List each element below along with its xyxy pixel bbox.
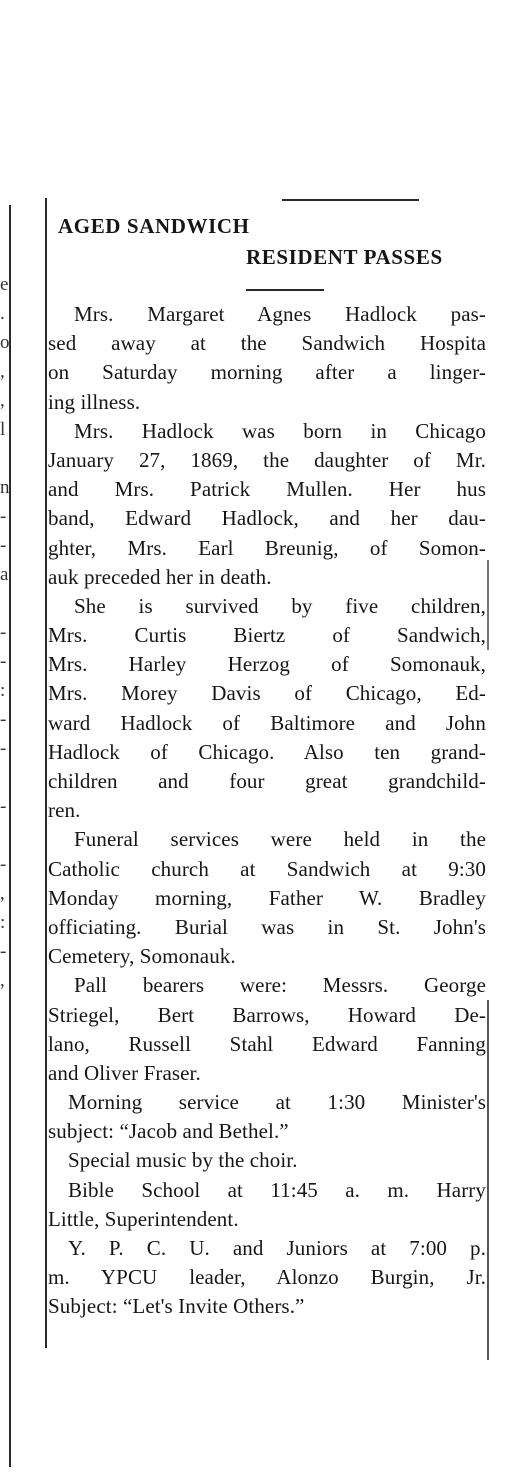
- margin-fragment: -: [0, 535, 7, 556]
- article-line: Mrs. Curtis Biertz of Sandwich,: [48, 623, 486, 648]
- article-line: January 27, 1869, the daughter of Mr.: [48, 447, 486, 472]
- margin-fragment: -: [0, 506, 7, 527]
- margin-fragment: ,: [0, 361, 5, 382]
- article-line: children and four great grandchild-: [48, 769, 486, 793]
- column-rule: [45, 198, 47, 1348]
- article-line: ward Hadlock of Baltimore and John: [48, 710, 486, 735]
- article-line: m. YPCU leader, Alonzo Burgin, Jr.: [48, 1265, 486, 1290]
- article-line: Pall bearers were: Messrs. George: [74, 973, 486, 998]
- adjacent-column-fragments: [0, 270, 8, 995]
- headline-line-2: RESIDENT PASSES: [246, 245, 443, 269]
- margin-fragment: -: [0, 622, 7, 643]
- margin-fragment: ,: [0, 883, 5, 904]
- article-line: Catholic church at Sandwich at 9:30: [48, 856, 486, 881]
- margin-fragment: -: [0, 651, 7, 672]
- left-column-rule: [9, 205, 11, 1467]
- margin-fragment: :: [0, 680, 6, 701]
- article-line: Hadlock of Chicago. Also ten grand-: [48, 739, 486, 764]
- article-line: Mrs. Margaret Agnes Hadlock pas-: [74, 302, 486, 326]
- article-line: lano, Russell Stahl Edward Fanning: [48, 1031, 486, 1056]
- headline-line-1: AGED SANDWICH: [58, 214, 250, 238]
- right-edge-rule-upper: [487, 560, 489, 650]
- article-line: ing illness.: [48, 389, 141, 414]
- article-line: Mrs. Morey Davis of Chicago, Ed-: [48, 681, 486, 706]
- article-line: She is survived by five children,: [74, 593, 486, 618]
- margin-fragment: a: [0, 564, 9, 585]
- article-line: band, Edward Hadlock, and her dau-: [48, 506, 486, 531]
- margin-fragment: -: [0, 738, 7, 759]
- article-line: Mrs. Harley Herzog of Somonauk,: [48, 652, 486, 677]
- article-line: sed away at the Sandwich Hospita: [48, 331, 486, 356]
- margin-fragment: -: [0, 796, 7, 817]
- article-line: Funeral services were held in the: [74, 827, 486, 852]
- article-line: auk preceded her in death.: [48, 564, 272, 589]
- article-line: Monday morning, Father W. Bradley: [48, 885, 486, 910]
- margin-fragment: [0, 821, 8, 850]
- headline-separator: [246, 289, 324, 291]
- margin-fragment: o: [0, 332, 10, 353]
- article-line: Special music by the choir.: [68, 1148, 298, 1173]
- article-line: on Saturday morning after a linger-: [48, 360, 486, 385]
- margin-fragment: ,: [0, 970, 5, 991]
- article-line: Striegel, Bert Barrows, Howard De-: [48, 1002, 486, 1027]
- article-line: officiating. Burial was in St. John's: [48, 914, 486, 939]
- margin-fragment: [0, 763, 8, 792]
- article-line: ghter, Mrs. Earl Breunig, of Somon-: [48, 535, 486, 560]
- margin-fragment: :: [0, 912, 6, 933]
- article-line: Cemetery, Somonauk.: [48, 944, 236, 969]
- article-line: Y. P. C. U. and Juniors at 7:00 p.: [68, 1236, 486, 1260]
- right-edge-rule: [487, 1000, 489, 1360]
- article-line: subject: “Jacob and Bethel.”: [48, 1119, 289, 1144]
- margin-fragment: -: [0, 941, 7, 962]
- article-line: and Mrs. Patrick Mullen. Her hus: [48, 477, 486, 502]
- margin-fragment: ,: [0, 390, 5, 411]
- article-line: Mrs. Hadlock was born in Chicago: [74, 418, 486, 443]
- margin-fragment: [0, 589, 8, 618]
- top-rule: [282, 199, 419, 201]
- margin-fragment: -: [0, 854, 7, 875]
- article-body: [48, 300, 486, 1322]
- article-line: Subject: “Let's Invite Others.”: [48, 1294, 305, 1319]
- margin-fragment: n: [0, 477, 10, 498]
- article-line: Little, Superintendent.: [48, 1206, 239, 1231]
- margin-fragment: e: [0, 274, 9, 295]
- article-line: Morning service at 1:30 Minister's: [68, 1090, 486, 1115]
- article-line: ren.: [48, 798, 81, 823]
- margin-fragment: -: [0, 709, 7, 730]
- margin-fragment: [0, 444, 8, 473]
- margin-fragment: l: [0, 419, 6, 440]
- margin-fragment: .: [0, 303, 5, 324]
- article-line: and Oliver Fraser.: [48, 1060, 201, 1085]
- article-line: Bible School at 11:45 a. m. Harry: [68, 1177, 486, 1202]
